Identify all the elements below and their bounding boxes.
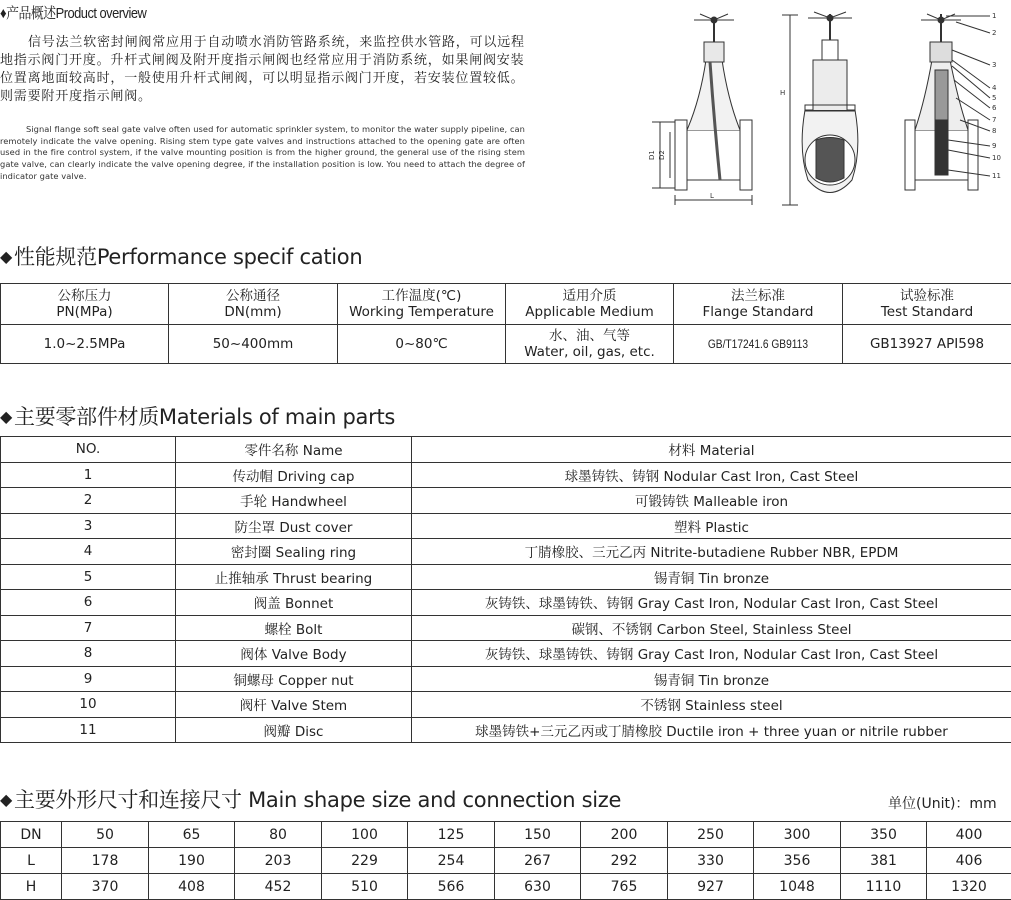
value-flange: GB/T17241.6 GB9113 xyxy=(674,325,843,364)
part-name: 手轮 Handwheel xyxy=(176,488,412,514)
header-temperature: 工作温度(℃) Working Temperature xyxy=(338,284,506,325)
table-row xyxy=(1,692,1011,718)
dim-cell: 254 xyxy=(408,848,495,874)
row-label: L xyxy=(1,848,62,874)
dim-cell: 267 xyxy=(495,848,581,874)
materials-header-row xyxy=(1,437,1011,463)
materials-table xyxy=(0,436,1011,743)
table-row xyxy=(1,488,1011,514)
valve-section-view xyxy=(905,14,990,190)
part-material: 碳钢、不锈钢 Carbon Steel, Stainless Steel xyxy=(412,615,1011,641)
value-medium: 水、油、气等 Water, oil, gas, etc. xyxy=(506,325,674,364)
dim-cell: 1320 xyxy=(927,874,1011,900)
dim-cell: 630 xyxy=(495,874,581,900)
dim-cell: 350 xyxy=(841,822,927,848)
part-name: 防尘罩 Dust cover xyxy=(176,513,412,539)
overview-title: ♦产品概述Product overview xyxy=(0,5,147,22)
part-name: 阀杆 Valve Stem xyxy=(176,692,412,718)
dim-cell: 406 xyxy=(927,848,1011,874)
callout-4: 4 xyxy=(992,84,997,92)
header-flange: 法兰标准 Flange Standard xyxy=(674,284,843,325)
dim-cell: 100 xyxy=(322,822,408,848)
performance-header-row xyxy=(1,284,1011,325)
table-row xyxy=(1,539,1011,565)
part-material: 丁腈橡胶、三元乙丙 Nitrite-butadiene Rubber NBR, EPDM xyxy=(412,539,1011,565)
dim-cell: 370 xyxy=(62,874,149,900)
part-no: 4 xyxy=(1,539,176,565)
dim-label-h: H xyxy=(780,89,786,97)
part-material: 塑料 Plastic xyxy=(412,513,1011,539)
part-material: 灰铸铁、球墨铸铁、铸钢 Gray Cast Iron, Nodular Cast Iron, Cast Steel xyxy=(412,641,1011,667)
dim-label-d1: D1 xyxy=(648,150,656,160)
dim-cell: 408 xyxy=(149,874,235,900)
performance-value-row xyxy=(1,325,1011,364)
dim-cell: 229 xyxy=(322,848,408,874)
part-no: 9 xyxy=(1,666,176,692)
value-temperature: 0~80℃ xyxy=(338,325,506,364)
dim-cell: 80 xyxy=(235,822,322,848)
callout-9: 9 xyxy=(992,142,997,150)
dim-cell: 190 xyxy=(149,848,235,874)
dim-label-d2: D2 xyxy=(658,150,666,160)
dim-cell: 381 xyxy=(841,848,927,874)
table-row xyxy=(1,590,1011,616)
part-name: 传动帽 Driving cap xyxy=(176,462,412,488)
dim-cell: 400 xyxy=(927,822,1011,848)
dimensions-row-l xyxy=(1,848,1011,874)
dimensions-row-h xyxy=(1,874,1011,900)
header-no: NO. xyxy=(1,437,176,463)
part-name: 阀盖 Bonnet xyxy=(176,590,412,616)
part-no: 2 xyxy=(1,488,176,514)
part-no: 8 xyxy=(1,641,176,667)
table-row xyxy=(1,462,1011,488)
part-material: 不锈钢 Stainless steel xyxy=(412,692,1011,718)
callout-1: 1 xyxy=(992,12,997,20)
dim-cell: 765 xyxy=(581,874,668,900)
dim-cell: 292 xyxy=(581,848,668,874)
part-name: 螺栓 Bolt xyxy=(176,615,412,641)
table-row xyxy=(1,615,1011,641)
part-material: 球墨铸铁+三元乙丙或丁腈橡胶 Ductile iron + three yuan or nitrile rubber xyxy=(412,717,1011,743)
dimensions-table xyxy=(0,821,1011,900)
overview-en-text: Signal flange soft seal gate valve often used for automatic sprinkler system, to monitor the water supply pipeline, can remotely indicate the valve opening. Rising stem type gate valves and instructions attached to the opening gate are often used in the fire control system, if the valve mounting position is from the higher ground, the general use of the rising stem gate valve, can clearly indicate the valve opening degree, if the installation position is low. You need to attach the degree of indicator gate valve. xyxy=(0,124,525,181)
table-row xyxy=(1,564,1011,590)
callout-2: 2 xyxy=(992,29,997,37)
value-test: GB13927 API598 xyxy=(843,325,1011,364)
table-row xyxy=(1,717,1011,743)
header-name: 零件名称 Name xyxy=(176,437,412,463)
part-material: 锡青铜 Tin bronze xyxy=(412,666,1011,692)
dim-cell: 50 xyxy=(62,822,149,848)
diamond-bullet-icon: ◆ xyxy=(0,407,13,426)
part-no: 5 xyxy=(1,564,176,590)
part-name: 阀体 Valve Body xyxy=(176,641,412,667)
part-name: 止推轴承 Thrust bearing xyxy=(176,564,412,590)
performance-table xyxy=(0,283,1011,364)
dim-cell: 300 xyxy=(754,822,841,848)
dim-cell: 1110 xyxy=(841,874,927,900)
unit-label: 单位(Unit)：mm xyxy=(888,796,997,812)
header-diameter: 公称通径 DN(mm) xyxy=(169,284,338,325)
performance-title: ◆性能规范Performance specif cation xyxy=(0,245,363,269)
dim-cell: 125 xyxy=(408,822,495,848)
table-row xyxy=(1,666,1011,692)
table-row xyxy=(1,513,1011,539)
row-label: DN xyxy=(1,822,62,848)
table-row xyxy=(1,641,1011,667)
dim-cell: 356 xyxy=(754,848,841,874)
dim-cell: 927 xyxy=(668,874,754,900)
callout-6: 6 xyxy=(992,104,997,112)
part-material: 球墨铸铁、铸钢 Nodular Cast Iron, Cast Steel xyxy=(412,462,1011,488)
dimensions-title: ◆主要外形尺寸和连接尺寸 Main shape size and connection size xyxy=(0,788,622,812)
dim-cell: 330 xyxy=(668,848,754,874)
part-no: 1 xyxy=(1,462,176,488)
part-name: 铜螺母 Copper nut xyxy=(176,666,412,692)
value-diameter: 50~400mm xyxy=(169,325,338,364)
dim-cell: 1048 xyxy=(754,874,841,900)
callout-7: 7 xyxy=(992,116,997,124)
part-material: 灰铸铁、球墨铸铁、铸钢 Gray Cast Iron, Nodular Cast Iron, Cast Steel xyxy=(412,590,1011,616)
header-pressure: 公称压力 PN(MPa) xyxy=(1,284,169,325)
callout-3: 3 xyxy=(992,61,997,69)
valve-technical-drawing xyxy=(630,0,1011,215)
dim-cell: 178 xyxy=(62,848,149,874)
part-no: 10 xyxy=(1,692,176,718)
diamond-bullet-icon: ◆ xyxy=(0,247,13,266)
part-name: 阀瓣 Disc xyxy=(176,717,412,743)
value-pressure: 1.0~2.5MPa xyxy=(1,325,169,364)
part-no: 7 xyxy=(1,615,176,641)
part-material: 锡青铜 Tin bronze xyxy=(412,564,1011,590)
part-material: 可锻铸铁 Malleable iron xyxy=(412,488,1011,514)
callout-8: 8 xyxy=(992,127,997,135)
dim-cell: 566 xyxy=(408,874,495,900)
overview-cn-text: 信号法兰软密封闸阀常应用于自动喷水消防管路系统，来监控供水管路，可以远程地指示阀门开度。升杆式闸阀及附开度指示闸阀也经常应用于消防系统，如果闸阀安装位置离地面较高时，一般使用升杆式闸阀，可以明显指示阀门开度，若安装位置较低。则需要附开度指示闸阀。 xyxy=(0,35,525,104)
row-label: H xyxy=(1,874,62,900)
part-no: 3 xyxy=(1,513,176,539)
diamond-bullet-icon: ◆ xyxy=(0,790,13,809)
callout-10: 10 xyxy=(992,154,1001,162)
part-no: 11 xyxy=(1,717,176,743)
header-material: 材料 Material xyxy=(412,437,1011,463)
dim-cell: 203 xyxy=(235,848,322,874)
dim-cell: 452 xyxy=(235,874,322,900)
valve-front-view xyxy=(782,12,858,205)
callout-11: 11 xyxy=(992,172,1001,180)
header-test: 试验标准 Test Standard xyxy=(843,284,1011,325)
dim-cell: 65 xyxy=(149,822,235,848)
callout-5: 5 xyxy=(992,94,997,102)
materials-title: ◆主要零部件材质Materials of main parts xyxy=(0,405,396,429)
valve-side-view xyxy=(652,14,752,205)
part-no: 6 xyxy=(1,590,176,616)
dim-cell: 510 xyxy=(322,874,408,900)
dim-cell: 200 xyxy=(581,822,668,848)
dimensions-row-dn xyxy=(1,822,1011,848)
header-medium: 适用介质 Applicable Medium xyxy=(506,284,674,325)
dim-cell: 150 xyxy=(495,822,581,848)
part-name: 密封圈 Sealing ring xyxy=(176,539,412,565)
dim-cell: 250 xyxy=(668,822,754,848)
dim-label-l: L xyxy=(710,192,714,200)
